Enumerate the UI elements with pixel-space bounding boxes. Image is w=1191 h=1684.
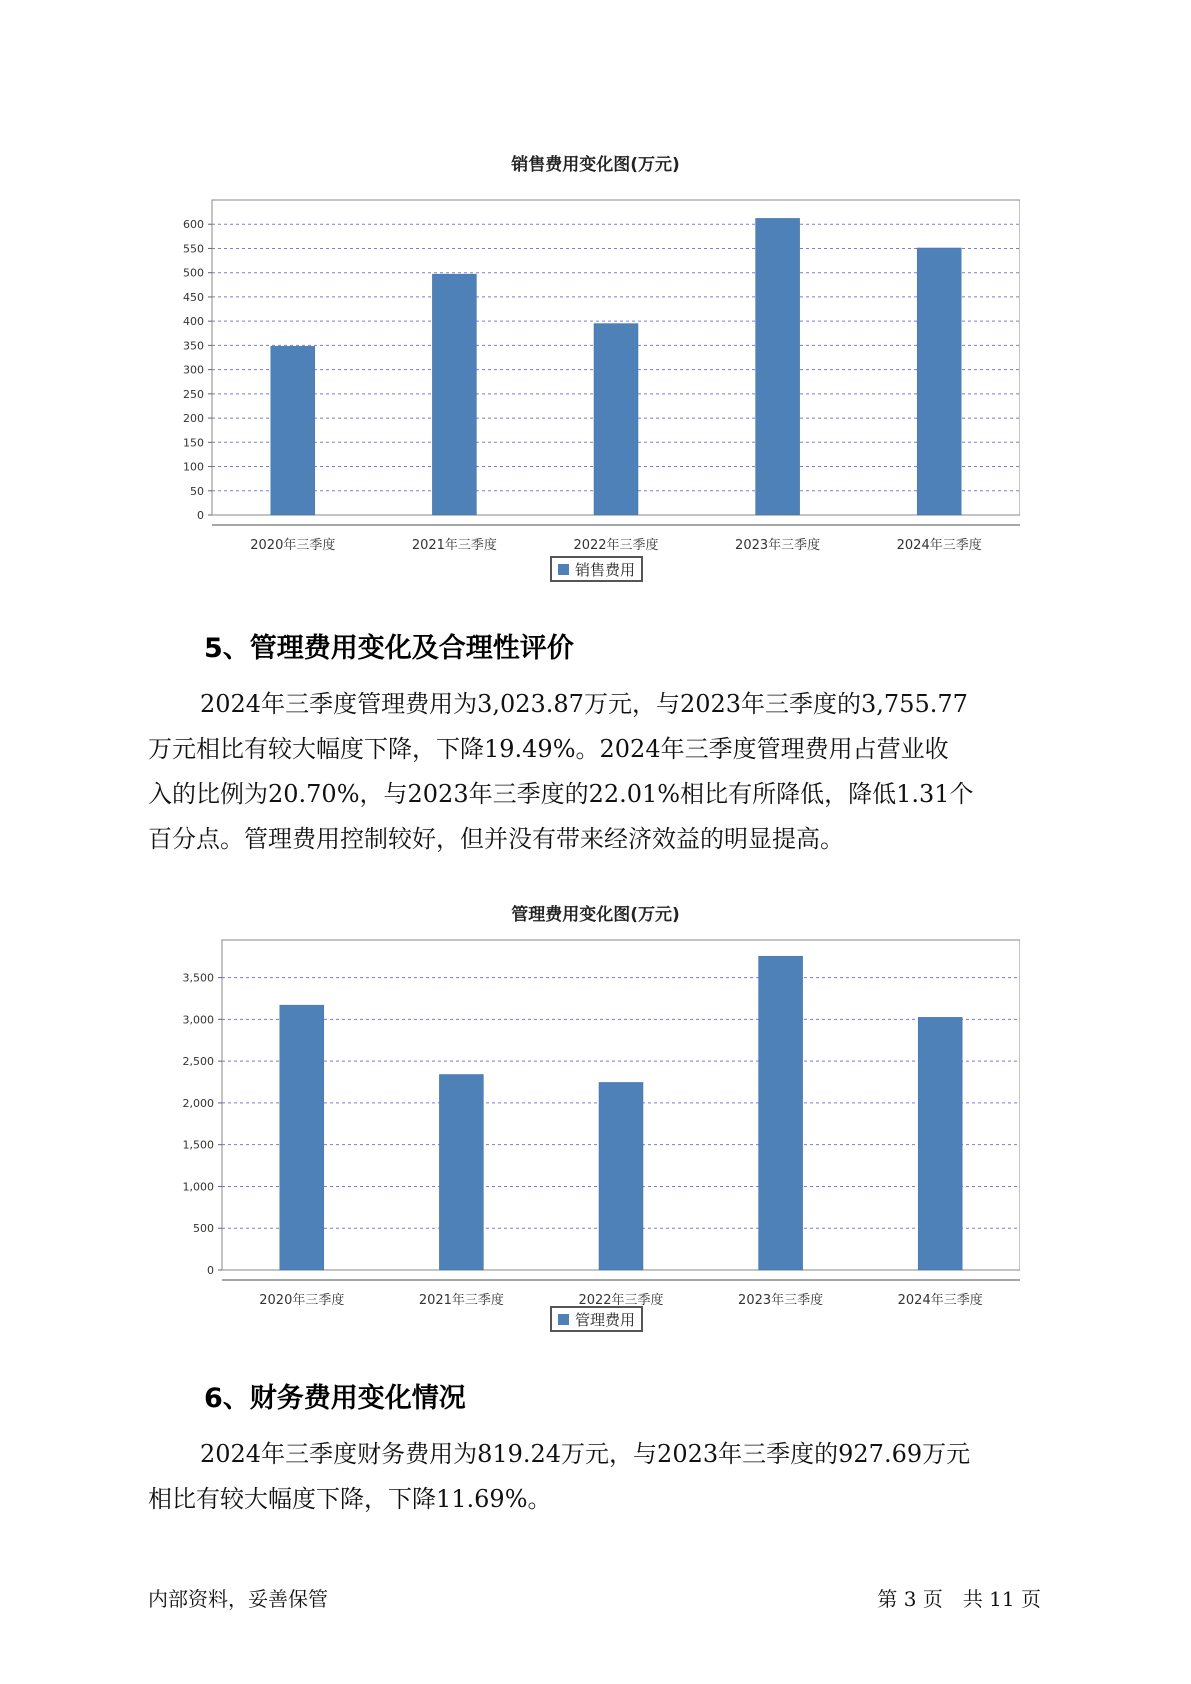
chart-title-admin: 管理费用变化图(万元)	[511, 905, 680, 925]
bar	[432, 274, 476, 515]
legend-sales	[550, 556, 643, 582]
y-tick-label: 350	[183, 339, 204, 353]
y-tick-label: 400	[183, 315, 204, 329]
footer-left: 内部资料，妥善保管	[148, 1587, 328, 1611]
bar	[271, 346, 315, 515]
paragraph-line: 2024年三季度财务费用为819.24万元，与2023年三季度的927.69万元	[200, 1440, 971, 1468]
x-tick-label: 2020年三季度	[259, 1293, 345, 1305]
paragraph-line: 万元相比有较大幅度下降，下降19.49%。2024年三季度管理费用占营业收	[148, 735, 949, 763]
y-tick-label: 2,500	[182, 1055, 214, 1069]
y-tick-label: 1,500	[182, 1138, 214, 1152]
x-tick-label: 2024年三季度	[896, 538, 982, 553]
x-tick-label: 2021年三季度	[418, 1293, 504, 1305]
y-tick-label: 250	[183, 387, 204, 401]
y-tick-label: 500	[193, 1222, 214, 1236]
bar	[599, 1082, 643, 1270]
x-tick-label: 2021年三季度	[411, 538, 497, 553]
section-5-paragraph	[148, 682, 1048, 862]
legend-swatch-icon	[558, 1314, 569, 1325]
y-tick-label: 50	[190, 484, 204, 498]
bar	[918, 1017, 962, 1270]
footer-page-number: 第 3 页 共 11 页	[877, 1587, 1041, 1611]
x-tick-label: 2023年三季度	[735, 538, 821, 553]
paragraph-line: 百分点。管理费用控制较好，但并没有带来经济效益的明显提高。	[148, 825, 844, 853]
section-6-heading: 6、财务费用变化情况	[204, 1383, 466, 1414]
y-tick-label: 0	[197, 509, 204, 522]
bar	[439, 1075, 483, 1270]
x-tick-label: 2024年三季度	[897, 1293, 983, 1305]
y-tick-label: 600	[183, 218, 204, 232]
paragraph-line: 2024年三季度管理费用为3,023.87万元，与2023年三季度的3,755.77	[200, 690, 968, 718]
chart-title-sales: 销售费用变化图(万元)	[511, 155, 680, 175]
x-tick-label: 2022年三季度	[573, 538, 659, 553]
y-tick-label: 200	[183, 412, 204, 426]
x-tick-label: 2022年三季度	[578, 1293, 664, 1305]
paragraph-line: 相比有较大幅度下降，下降11.69%。	[148, 1485, 552, 1513]
bar	[594, 324, 638, 515]
y-tick-label: 3,000	[182, 1013, 214, 1027]
y-tick-label: 3,500	[182, 971, 214, 985]
y-tick-label: 2,000	[182, 1096, 214, 1110]
section-6-paragraph	[148, 1432, 1048, 1522]
y-tick-label: 150	[183, 436, 204, 450]
legend-label-sales: 销售费用	[575, 560, 636, 579]
y-tick-label: 300	[183, 363, 204, 377]
bar	[759, 956, 803, 1270]
legend-admin	[550, 1306, 643, 1332]
y-tick-label: 550	[183, 242, 204, 256]
sales-expense-chart	[160, 195, 1020, 555]
y-tick-label: 0	[207, 1264, 214, 1277]
bar	[280, 1005, 324, 1270]
paragraph-line: 入的比例为20.70%，与2023年三季度的22.01%相比有所降低，降低1.31个	[148, 780, 974, 808]
section-5-heading: 5、管理费用变化及合理性评价	[204, 633, 574, 664]
y-tick-label: 450	[183, 290, 204, 304]
y-tick-label: 1,000	[182, 1180, 214, 1194]
legend-swatch-icon	[558, 564, 569, 575]
x-tick-label: 2023年三季度	[738, 1293, 824, 1305]
bar	[917, 248, 961, 515]
admin-expense-chart	[160, 935, 1020, 1305]
bar	[756, 218, 800, 515]
y-tick-label: 500	[183, 266, 204, 280]
x-tick-label: 2020年三季度	[250, 538, 336, 553]
legend-label-admin: 管理费用	[575, 1310, 636, 1329]
y-tick-label: 100	[183, 460, 204, 474]
